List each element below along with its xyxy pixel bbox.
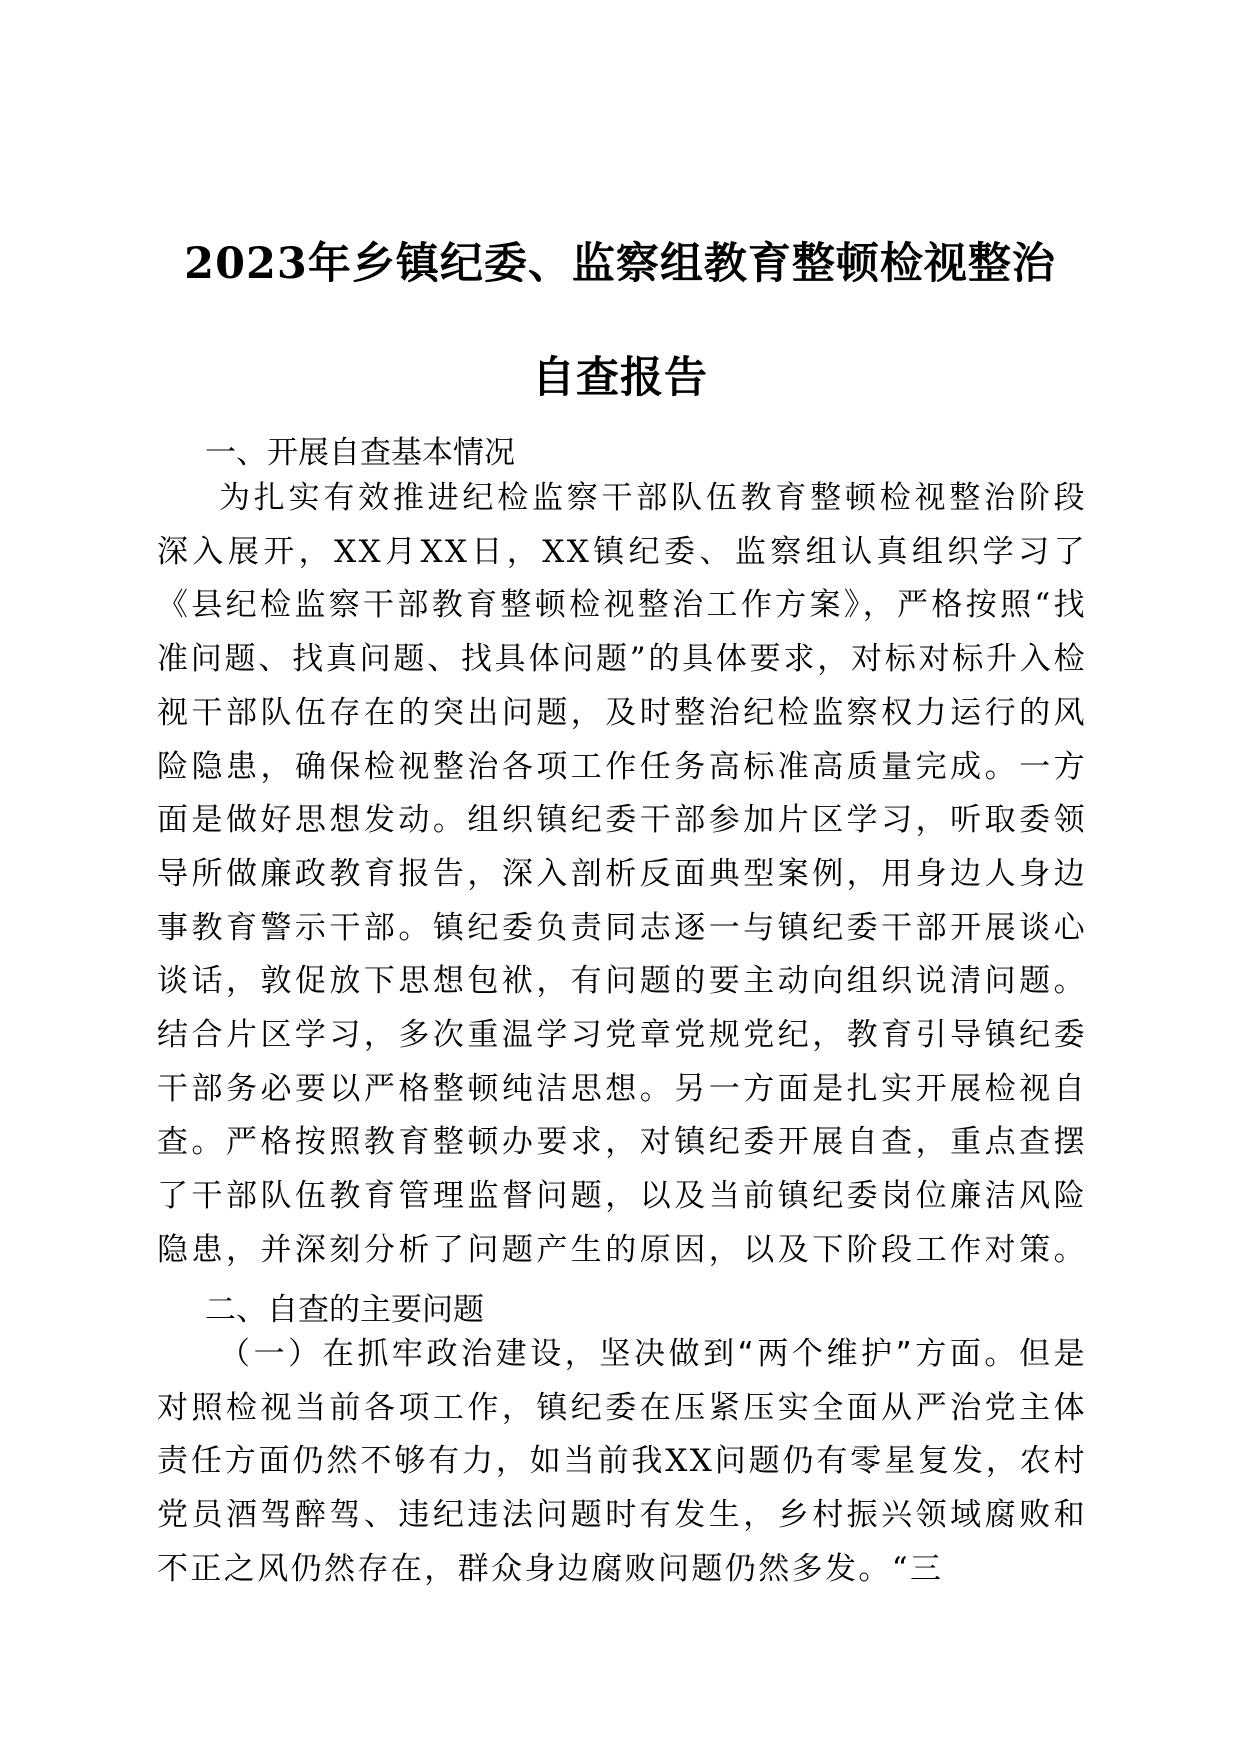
section-1-paragraph: 为扎实有效推进纪检监察干部队伍教育整顿检视整治阶段深入展开，XX月XX日，XX镇纪委、监察组认真组织学习了《县纪检监察干部教育整顿检视整治工作方案》，严格按照“找准问题、找真问题、找具体问题”的具体要求，对标对标升入检视干部队伍存在的突出问题，及时整治纪检监察权力运行的风险隐患，确保检视整治各项工作任务高标准高质量完成。一方面是做好思想发动。组织镇纪委干部参加片区学习，听取委领导所做廉政教育报告，深入剖析反面典型案例，用身边人身边事教育警示干部。镇纪委负责同志逐一与镇纪委干部开展谈心谈话，敦促放下思想包袱，有问题的要主动向组织说清问题。结合片区学习，多次重温学习党章党规党纪，教育引导镇纪委干部务必要以严格整顿纯洁思想。另一方面是扎实开展检视自查。严格按照教育整顿办要求，对镇纪委开展自查，重点查摆了干部队伍教育管理监督问题，以及当前镇纪委岗位廉洁风险隐患，并深刻分析了问题产生的原因，以及下阶段工作对策。 bbox=[157, 480, 1087, 1268]
section-1-heading: 一、开展自查基本情况 bbox=[205, 435, 515, 471]
document-title-line-1: 2023年乡镇纪委、监察组教育整顿检视整治 bbox=[184, 239, 1056, 289]
document-title-line-2: 自查报告 bbox=[532, 353, 708, 403]
section-2-body-text: 但是对照检视当前各项工作，镇纪委在压紧压实全面从严治党主体责任方面仍然不够有力，如当前我XX问题仍有零星复发，农村党员酒驾醉驾、违纪违法问题时有发生，乡村振兴领域腐败和不正之风仍然存在，群众身边腐败问题仍然多发。“三 bbox=[157, 1336, 1087, 1587]
section-2-subheading: （一）在抓牢政治建设，坚决做到“两个维护”方面。 bbox=[219, 1336, 1020, 1372]
section-2-paragraph bbox=[157, 1328, 1087, 1600]
section-2-heading: 二、自查的主要问题 bbox=[205, 1292, 484, 1328]
